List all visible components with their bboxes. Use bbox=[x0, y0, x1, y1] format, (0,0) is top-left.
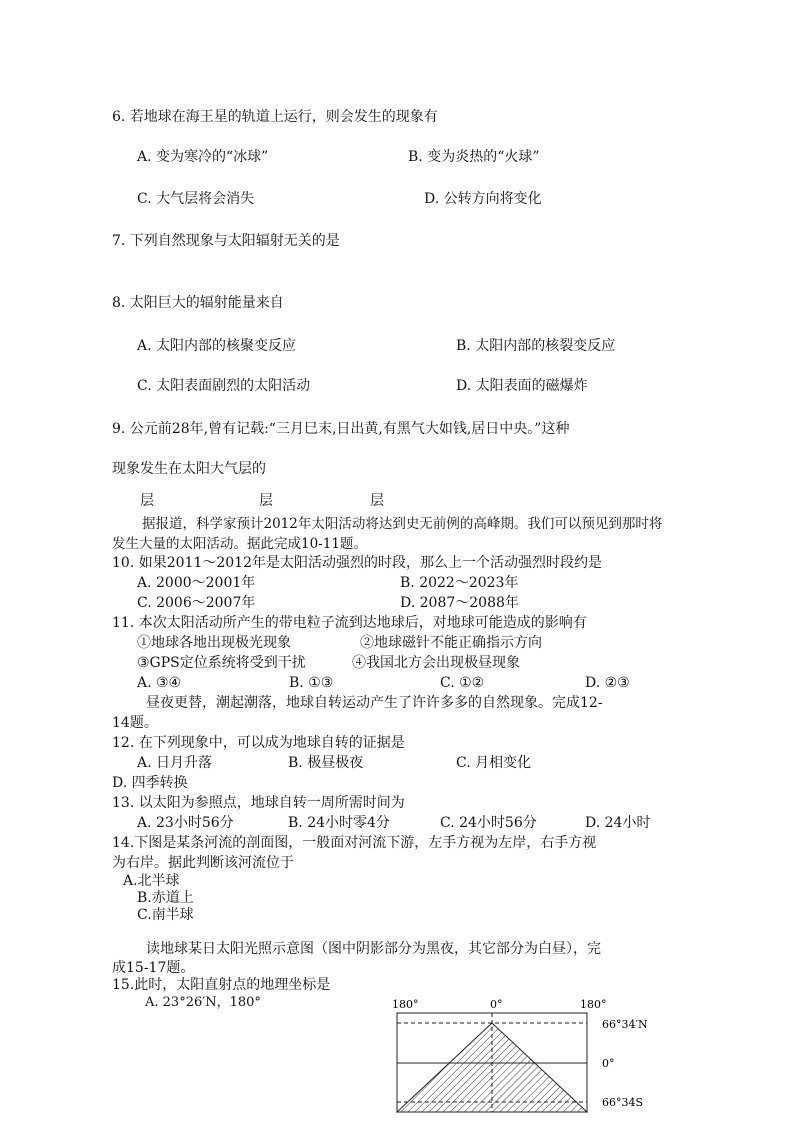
q15-stem: 15.此时，太阳直射点的地理坐标是 bbox=[112, 977, 331, 993]
q9-stem-line2: 现象发生在太阳大气层的 bbox=[112, 461, 266, 477]
q10-stem: 10. 如果2011～2012年是太阳活动强烈的时段，那么上一个活动强烈时段约是 bbox=[112, 555, 602, 571]
q10-option-b: B. 2022～2023年 bbox=[400, 575, 519, 591]
intro-15-17-line1: 读地球某日太阳光照示意图（图中阴影部分为黑夜，其它部分为白昼），完 bbox=[146, 941, 601, 957]
q11-option-d: D. ②③ bbox=[585, 675, 630, 691]
q9-stem-line1: 9. 公元前28年,曾有记载:“三月巳末,日出黄,有黑气大如钱,居日中央。”这种 bbox=[112, 421, 570, 437]
q8-option-b: B. 太阳内部的核裂变反应 bbox=[456, 338, 616, 354]
latitude-label-arctic: 66°34′N bbox=[602, 1018, 648, 1031]
q11-stem: 11. 本次太阳活动所产生的带电粒子流到达地球后，对地球可能造成的影响有 bbox=[112, 615, 587, 631]
q12-option-a: A. 日月升落 bbox=[137, 755, 213, 771]
q14-option-a: A.北半球 bbox=[123, 873, 180, 889]
q8-stem: 8. 太阳巨大的辐射能量来自 bbox=[112, 295, 284, 311]
q14-stem-line2: 为右岸。据此判断该河流位于 bbox=[112, 855, 294, 871]
q6-stem: 6. 若地球在海王星的轨道上运行，则会发生的现象有 bbox=[112, 109, 438, 125]
q13-option-a: A. 23小时56分 bbox=[137, 815, 234, 831]
q6-option-c: C. 大气层将会消失 bbox=[137, 191, 255, 207]
q8-option-c: C. 太阳表面剧烈的太阳活动 bbox=[137, 378, 311, 394]
intro-10-11-line2: 发生大量的太阳活动。据此完成10-11题。 bbox=[112, 536, 367, 552]
q8-option-a: A. 太阳内部的核聚变反应 bbox=[137, 338, 297, 354]
q11-statement-2: ②地球磁针不能正确指示方向 bbox=[360, 635, 542, 651]
q6-option-a: A. 变为寒冷的“冰球” bbox=[137, 149, 269, 165]
latitude-label-equator: 0° bbox=[602, 1057, 615, 1070]
longitude-label-left: 180° bbox=[392, 998, 419, 1011]
illumination-diagram bbox=[390, 995, 690, 1115]
intro-15-17-line2: 成15-17题。 bbox=[112, 960, 195, 976]
q12-stem: 12. 在下列现象中，可以成为地球自转的证据是 bbox=[112, 735, 405, 751]
q9-choice-1: 层 bbox=[140, 493, 154, 509]
latitude-label-antarctic: 66°34S bbox=[602, 1096, 644, 1109]
q11-statement-3: ③GPS定位系统将受到干扰 bbox=[137, 655, 306, 671]
q6-option-d: D. 公转方向将变化 bbox=[424, 191, 542, 207]
q11-option-b: B. ①③ bbox=[289, 675, 334, 691]
q6-option-b: B. 变为炎热的“火球” bbox=[408, 149, 540, 165]
q14-option-b: B.赤道上 bbox=[137, 890, 194, 906]
q11-statement-4: ④我国北方会出现极昼现象 bbox=[352, 655, 520, 671]
q9-choice-2: 层 bbox=[259, 493, 273, 509]
q13-option-b: B. 24小时零4分 bbox=[288, 815, 390, 831]
night-hemisphere-area bbox=[397, 1023, 587, 1112]
q11-option-c: C. ①② bbox=[440, 675, 485, 691]
illumination-diagram-svg bbox=[390, 995, 690, 1115]
q8-option-d: D. 太阳表面的磁爆炸 bbox=[456, 378, 588, 394]
intro-10-11-line1: 据报道，科学家预计2012年太阳活动将达到史无前例的高峰期。我们可以预见到那时将 bbox=[142, 516, 663, 532]
q10-option-a: A. 2000～2001年 bbox=[137, 575, 256, 591]
q10-option-c: C. 2006～2007年 bbox=[137, 595, 256, 611]
q14-stem-line1: 14.下图是某条河流的剖面图，一般面对河流下游，左手方视为左岸，右手方视 bbox=[112, 835, 597, 851]
q10-option-d: D. 2087～2088年 bbox=[400, 595, 519, 611]
q13-option-d: D. 24小时 bbox=[585, 815, 651, 831]
longitude-label-right: 180° bbox=[580, 998, 607, 1011]
q7-stem: 7. 下列自然现象与太阳辐射无关的是 bbox=[112, 233, 340, 249]
q13-stem: 13. 以太阳为参照点，地球自转一周所需时间为 bbox=[112, 795, 405, 811]
q9-choice-3: 层 bbox=[370, 493, 384, 509]
q15-option-a: A. 23°26′N，180° bbox=[145, 995, 261, 1010]
q12-option-c: C. 月相变化 bbox=[456, 755, 532, 771]
longitude-label-center: 0° bbox=[490, 998, 503, 1011]
q14-option-c: C.南半球 bbox=[137, 907, 194, 923]
q13-option-c: C. 24小时56分 bbox=[440, 815, 537, 831]
q11-statement-1: ①地球各地出现极光现象 bbox=[137, 635, 291, 651]
intro-12-14-line1: 昼夜更替，潮起潮落，地球自转运动产生了许许多多的自然现象。完成12- bbox=[146, 695, 603, 711]
q12-option-b: B. 极昼极夜 bbox=[288, 755, 364, 771]
q11-option-a: A. ③④ bbox=[137, 675, 182, 691]
intro-12-14-line2: 14题。 bbox=[112, 715, 158, 731]
q12-option-d: D. 四季转换 bbox=[112, 775, 188, 791]
